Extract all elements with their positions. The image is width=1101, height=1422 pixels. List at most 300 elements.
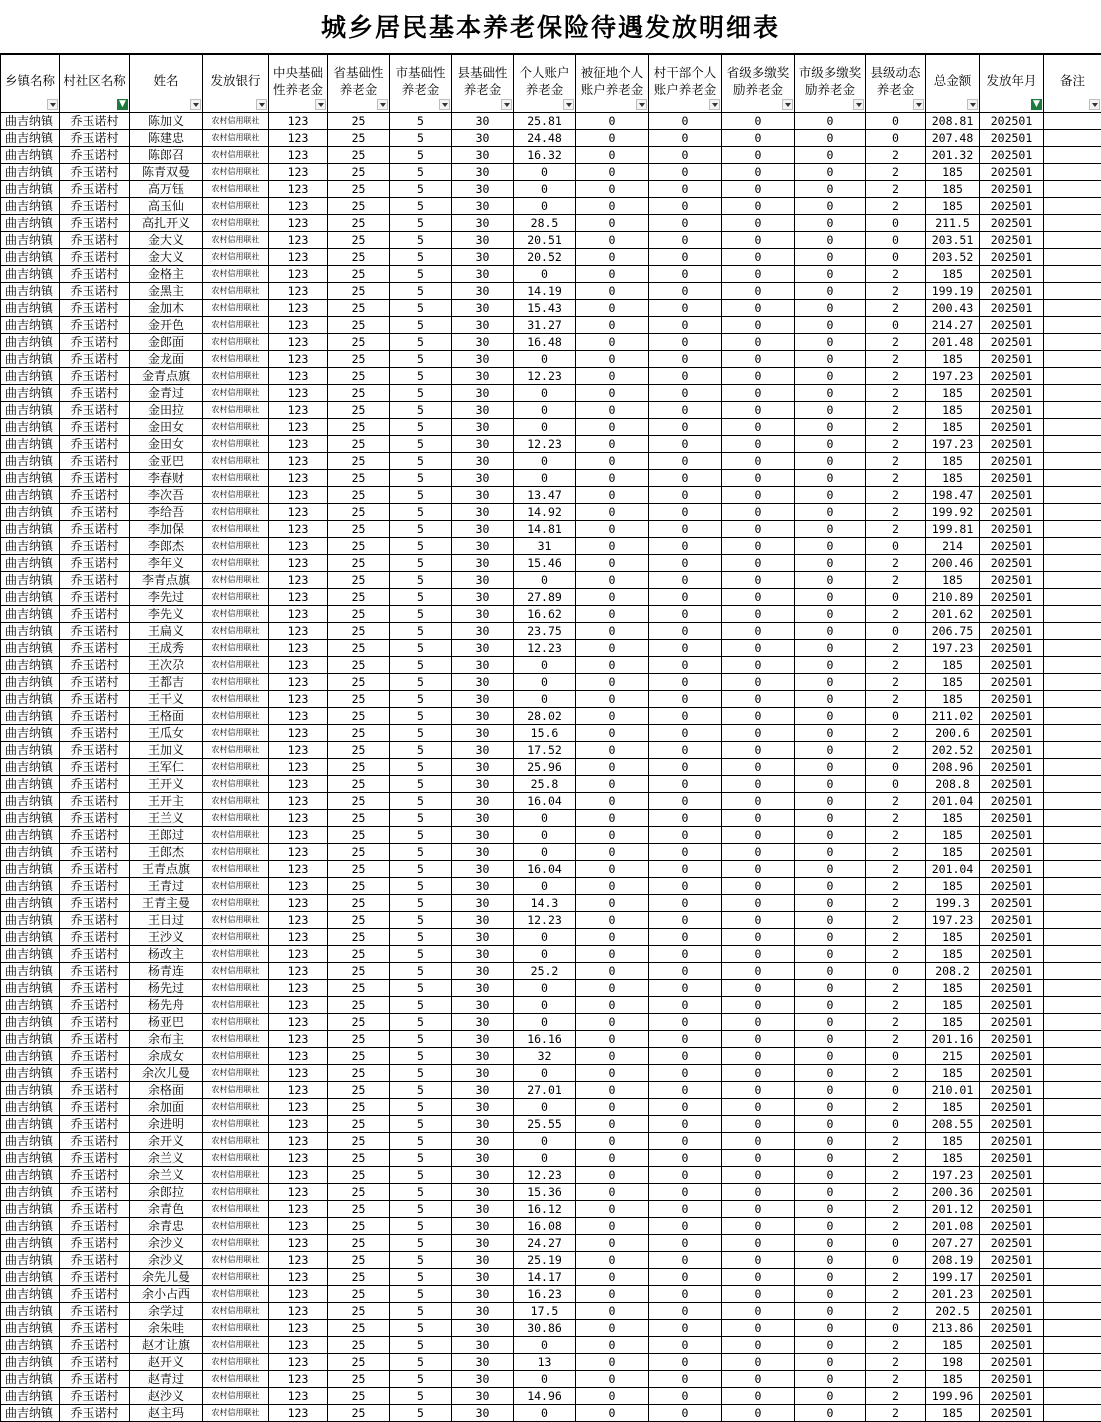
- cell-province[interactable]: 25: [328, 1320, 390, 1337]
- cell-total[interactable]: 215: [926, 1048, 980, 1065]
- cell-central[interactable]: 123: [269, 708, 328, 725]
- cell-countydyn[interactable]: 0: [866, 317, 926, 334]
- cell-county[interactable]: 30: [452, 997, 514, 1014]
- cell-town[interactable]: 曲吉纳镇: [1, 504, 60, 521]
- cell-landlost[interactable]: 0: [576, 147, 649, 164]
- cell-town[interactable]: 曲吉纳镇: [1, 1252, 60, 1269]
- cell-city[interactable]: 5: [390, 504, 452, 521]
- cell-remark[interactable]: [1044, 895, 1101, 912]
- cell-bank[interactable]: 农村信用联社: [203, 1371, 269, 1388]
- cell-village[interactable]: 乔玉诺村: [60, 266, 130, 283]
- cell-central[interactable]: 123: [269, 1337, 328, 1354]
- cell-total[interactable]: 201.04: [926, 793, 980, 810]
- cell-month[interactable]: 202501: [980, 215, 1044, 232]
- cell-county[interactable]: 30: [452, 419, 514, 436]
- cell-town[interactable]: 曲吉纳镇: [1, 980, 60, 997]
- cell-personal[interactable]: 0: [514, 878, 576, 895]
- cell-citybonus[interactable]: 0: [795, 1201, 866, 1218]
- cell-name[interactable]: 余朱哇: [130, 1320, 203, 1337]
- cell-landlost[interactable]: 0: [576, 402, 649, 419]
- cell-month[interactable]: 202501: [980, 147, 1044, 164]
- cell-village[interactable]: 乔玉诺村: [60, 1150, 130, 1167]
- cell-remark[interactable]: [1044, 538, 1101, 555]
- cell-month[interactable]: 202501: [980, 929, 1044, 946]
- cell-city[interactable]: 5: [390, 691, 452, 708]
- cell-remark[interactable]: [1044, 1133, 1101, 1150]
- cell-cadre[interactable]: 0: [649, 1116, 722, 1133]
- cell-month[interactable]: 202501: [980, 1031, 1044, 1048]
- cell-countydyn[interactable]: 0: [866, 589, 926, 606]
- cell-town[interactable]: 曲吉纳镇: [1, 1184, 60, 1201]
- cell-remark[interactable]: [1044, 198, 1101, 215]
- cell-county[interactable]: 30: [452, 1133, 514, 1150]
- cell-county[interactable]: 30: [452, 776, 514, 793]
- cell-citybonus[interactable]: 0: [795, 1082, 866, 1099]
- cell-cadre[interactable]: 0: [649, 181, 722, 198]
- cell-landlost[interactable]: 0: [576, 283, 649, 300]
- cell-month[interactable]: 202501: [980, 436, 1044, 453]
- cell-province[interactable]: 25: [328, 997, 390, 1014]
- cell-landlost[interactable]: 0: [576, 1320, 649, 1337]
- cell-town[interactable]: 曲吉纳镇: [1, 1133, 60, 1150]
- cell-cadre[interactable]: 0: [649, 1201, 722, 1218]
- cell-city[interactable]: 5: [390, 827, 452, 844]
- cell-bank[interactable]: 农村信用联社: [203, 1099, 269, 1116]
- cell-cadre[interactable]: 0: [649, 963, 722, 980]
- cell-county[interactable]: 30: [452, 1014, 514, 1031]
- cell-name[interactable]: 王都吉: [130, 674, 203, 691]
- cell-village[interactable]: 乔玉诺村: [60, 844, 130, 861]
- cell-cadre[interactable]: 0: [649, 436, 722, 453]
- cell-village[interactable]: 乔玉诺村: [60, 708, 130, 725]
- cell-provbonus[interactable]: 0: [722, 844, 795, 861]
- filter-dropdown-icon[interactable]: [1089, 99, 1100, 110]
- cell-city[interactable]: 5: [390, 1150, 452, 1167]
- cell-name[interactable]: 王日过: [130, 912, 203, 929]
- cell-name[interactable]: 金田拉: [130, 402, 203, 419]
- cell-remark[interactable]: [1044, 1354, 1101, 1371]
- cell-total[interactable]: 185: [926, 1014, 980, 1031]
- cell-countydyn[interactable]: 2: [866, 1269, 926, 1286]
- cell-county[interactable]: 30: [452, 334, 514, 351]
- cell-city[interactable]: 5: [390, 1388, 452, 1405]
- cell-provbonus[interactable]: 0: [722, 419, 795, 436]
- cell-personal[interactable]: 0: [514, 674, 576, 691]
- cell-town[interactable]: 曲吉纳镇: [1, 895, 60, 912]
- cell-personal[interactable]: 12.23: [514, 912, 576, 929]
- cell-personal[interactable]: 0: [514, 351, 576, 368]
- cell-central[interactable]: 123: [269, 1201, 328, 1218]
- cell-town[interactable]: 曲吉纳镇: [1, 674, 60, 691]
- cell-province[interactable]: 25: [328, 589, 390, 606]
- cell-month[interactable]: 202501: [980, 351, 1044, 368]
- cell-landlost[interactable]: 0: [576, 198, 649, 215]
- cell-month[interactable]: 202501: [980, 283, 1044, 300]
- cell-city[interactable]: 5: [390, 130, 452, 147]
- cell-cadre[interactable]: 0: [649, 1303, 722, 1320]
- cell-cadre[interactable]: 0: [649, 147, 722, 164]
- cell-bank[interactable]: 农村信用联社: [203, 504, 269, 521]
- cell-provbonus[interactable]: 0: [722, 861, 795, 878]
- cell-county[interactable]: 30: [452, 1031, 514, 1048]
- cell-name[interactable]: 金大义: [130, 232, 203, 249]
- cell-cadre[interactable]: 0: [649, 1167, 722, 1184]
- cell-village[interactable]: 乔玉诺村: [60, 776, 130, 793]
- cell-village[interactable]: 乔玉诺村: [60, 1235, 130, 1252]
- cell-city[interactable]: 5: [390, 317, 452, 334]
- cell-bank[interactable]: 农村信用联社: [203, 521, 269, 538]
- cell-central[interactable]: 123: [269, 147, 328, 164]
- cell-total[interactable]: 185: [926, 572, 980, 589]
- cell-name[interactable]: 王成秀: [130, 640, 203, 657]
- cell-cadre[interactable]: 0: [649, 1048, 722, 1065]
- cell-month[interactable]: 202501: [980, 249, 1044, 266]
- cell-landlost[interactable]: 0: [576, 1184, 649, 1201]
- cell-central[interactable]: 123: [269, 419, 328, 436]
- cell-personal[interactable]: 0: [514, 657, 576, 674]
- cell-bank[interactable]: 农村信用联社: [203, 351, 269, 368]
- cell-name[interactable]: 余成女: [130, 1048, 203, 1065]
- cell-name[interactable]: 王加义: [130, 742, 203, 759]
- cell-province[interactable]: 25: [328, 1201, 390, 1218]
- cell-province[interactable]: 25: [328, 1184, 390, 1201]
- cell-town[interactable]: 曲吉纳镇: [1, 317, 60, 334]
- cell-bank[interactable]: 农村信用联社: [203, 1201, 269, 1218]
- cell-name[interactable]: 余青忠: [130, 1218, 203, 1235]
- cell-personal[interactable]: 27.01: [514, 1082, 576, 1099]
- cell-total[interactable]: 185: [926, 351, 980, 368]
- cell-remark[interactable]: [1044, 708, 1101, 725]
- cell-town[interactable]: 曲吉纳镇: [1, 402, 60, 419]
- cell-cadre[interactable]: 0: [649, 572, 722, 589]
- filter-active-icon[interactable]: ▼: [1031, 99, 1042, 110]
- cell-remark[interactable]: [1044, 164, 1101, 181]
- cell-city[interactable]: 5: [390, 708, 452, 725]
- cell-county[interactable]: 30: [452, 555, 514, 572]
- cell-central[interactable]: 123: [269, 946, 328, 963]
- cell-month[interactable]: 202501: [980, 623, 1044, 640]
- cell-remark[interactable]: [1044, 1014, 1101, 1031]
- cell-total[interactable]: 203.51: [926, 232, 980, 249]
- cell-bank[interactable]: 农村信用联社: [203, 419, 269, 436]
- cell-month[interactable]: 202501: [980, 487, 1044, 504]
- cell-county[interactable]: 30: [452, 1252, 514, 1269]
- cell-name[interactable]: 余兰义: [130, 1167, 203, 1184]
- cell-bank[interactable]: 农村信用联社: [203, 708, 269, 725]
- cell-county[interactable]: 30: [452, 232, 514, 249]
- cell-total[interactable]: 185: [926, 181, 980, 198]
- cell-countydyn[interactable]: 2: [866, 1371, 926, 1388]
- cell-landlost[interactable]: 0: [576, 1371, 649, 1388]
- cell-cadre[interactable]: 0: [649, 283, 722, 300]
- cell-total[interactable]: 211.02: [926, 708, 980, 725]
- cell-name[interactable]: 金青过: [130, 385, 203, 402]
- cell-name[interactable]: 余青色: [130, 1201, 203, 1218]
- cell-personal[interactable]: 0: [514, 572, 576, 589]
- cell-province[interactable]: 25: [328, 113, 390, 130]
- cell-village[interactable]: 乔玉诺村: [60, 130, 130, 147]
- cell-personal[interactable]: 0: [514, 1014, 576, 1031]
- cell-month[interactable]: 202501: [980, 725, 1044, 742]
- cell-personal[interactable]: 30.86: [514, 1320, 576, 1337]
- cell-county[interactable]: 30: [452, 368, 514, 385]
- cell-provbonus[interactable]: 0: [722, 623, 795, 640]
- cell-village[interactable]: 乔玉诺村: [60, 1388, 130, 1405]
- cell-countydyn[interactable]: 2: [866, 793, 926, 810]
- cell-county[interactable]: 30: [452, 1286, 514, 1303]
- cell-countydyn[interactable]: 2: [866, 742, 926, 759]
- cell-landlost[interactable]: 0: [576, 929, 649, 946]
- cell-personal[interactable]: 14.81: [514, 521, 576, 538]
- cell-provbonus[interactable]: 0: [722, 827, 795, 844]
- cell-month[interactable]: 202501: [980, 912, 1044, 929]
- cell-remark[interactable]: [1044, 810, 1101, 827]
- cell-name[interactable]: 余学过: [130, 1303, 203, 1320]
- cell-total[interactable]: 185: [926, 657, 980, 674]
- cell-countydyn[interactable]: 2: [866, 946, 926, 963]
- cell-landlost[interactable]: 0: [576, 623, 649, 640]
- cell-town[interactable]: 曲吉纳镇: [1, 946, 60, 963]
- cell-month[interactable]: 202501: [980, 1218, 1044, 1235]
- cell-central[interactable]: 123: [269, 606, 328, 623]
- cell-county[interactable]: 30: [452, 1388, 514, 1405]
- cell-remark[interactable]: [1044, 453, 1101, 470]
- cell-province[interactable]: 25: [328, 980, 390, 997]
- cell-county[interactable]: 30: [452, 1218, 514, 1235]
- cell-citybonus[interactable]: 0: [795, 436, 866, 453]
- cell-personal[interactable]: 0: [514, 980, 576, 997]
- filter-dropdown-icon[interactable]: [853, 99, 864, 110]
- cell-county[interactable]: 30: [452, 283, 514, 300]
- cell-remark[interactable]: [1044, 827, 1101, 844]
- cell-personal[interactable]: 14.17: [514, 1269, 576, 1286]
- cell-province[interactable]: 25: [328, 419, 390, 436]
- cell-landlost[interactable]: 0: [576, 1133, 649, 1150]
- cell-central[interactable]: 123: [269, 215, 328, 232]
- cell-remark[interactable]: [1044, 521, 1101, 538]
- cell-landlost[interactable]: 0: [576, 317, 649, 334]
- cell-town[interactable]: 曲吉纳镇: [1, 623, 60, 640]
- cell-town[interactable]: 曲吉纳镇: [1, 691, 60, 708]
- cell-province[interactable]: 25: [328, 232, 390, 249]
- cell-city[interactable]: 5: [390, 657, 452, 674]
- cell-bank[interactable]: 农村信用联社: [203, 1337, 269, 1354]
- cell-village[interactable]: 乔玉诺村: [60, 419, 130, 436]
- cell-bank[interactable]: 农村信用联社: [203, 487, 269, 504]
- cell-county[interactable]: 30: [452, 453, 514, 470]
- cell-citybonus[interactable]: 0: [795, 130, 866, 147]
- cell-city[interactable]: 5: [390, 1286, 452, 1303]
- cell-bank[interactable]: 农村信用联社: [203, 470, 269, 487]
- cell-landlost[interactable]: 0: [576, 912, 649, 929]
- cell-month[interactable]: 202501: [980, 504, 1044, 521]
- cell-month[interactable]: 202501: [980, 1337, 1044, 1354]
- cell-city[interactable]: 5: [390, 215, 452, 232]
- cell-provbonus[interactable]: 0: [722, 198, 795, 215]
- cell-name[interactable]: 余开义: [130, 1133, 203, 1150]
- cell-central[interactable]: 123: [269, 1014, 328, 1031]
- cell-countydyn[interactable]: 2: [866, 861, 926, 878]
- cell-month[interactable]: 202501: [980, 589, 1044, 606]
- cell-citybonus[interactable]: 0: [795, 589, 866, 606]
- cell-county[interactable]: 30: [452, 164, 514, 181]
- cell-remark[interactable]: [1044, 1150, 1101, 1167]
- cell-central[interactable]: 123: [269, 1218, 328, 1235]
- cell-province[interactable]: 25: [328, 776, 390, 793]
- cell-total[interactable]: 206.75: [926, 623, 980, 640]
- cell-name[interactable]: 余次儿曼: [130, 1065, 203, 1082]
- cell-month[interactable]: 202501: [980, 419, 1044, 436]
- cell-total[interactable]: 185: [926, 419, 980, 436]
- cell-provbonus[interactable]: 0: [722, 1218, 795, 1235]
- cell-city[interactable]: 5: [390, 929, 452, 946]
- cell-bank[interactable]: 农村信用联社: [203, 147, 269, 164]
- cell-name[interactable]: 余兰义: [130, 1150, 203, 1167]
- filter-dropdown-icon[interactable]: [709, 99, 720, 110]
- cell-village[interactable]: 乔玉诺村: [60, 963, 130, 980]
- cell-citybonus[interactable]: 0: [795, 1099, 866, 1116]
- cell-central[interactable]: 123: [269, 504, 328, 521]
- cell-provbonus[interactable]: 0: [722, 504, 795, 521]
- cell-central[interactable]: 123: [269, 674, 328, 691]
- cell-bank[interactable]: 农村信用联社: [203, 946, 269, 963]
- cell-city[interactable]: 5: [390, 283, 452, 300]
- cell-total[interactable]: 199.17: [926, 1269, 980, 1286]
- cell-town[interactable]: 曲吉纳镇: [1, 555, 60, 572]
- cell-total[interactable]: 210.89: [926, 589, 980, 606]
- cell-village[interactable]: 乔玉诺村: [60, 317, 130, 334]
- cell-countydyn[interactable]: 2: [866, 1065, 926, 1082]
- cell-central[interactable]: 123: [269, 1184, 328, 1201]
- cell-cadre[interactable]: 0: [649, 980, 722, 997]
- cell-province[interactable]: 25: [328, 963, 390, 980]
- cell-total[interactable]: 199.3: [926, 895, 980, 912]
- cell-total[interactable]: 201.08: [926, 1218, 980, 1235]
- cell-bank[interactable]: 农村信用联社: [203, 1116, 269, 1133]
- cell-countydyn[interactable]: 0: [866, 1235, 926, 1252]
- cell-cadre[interactable]: 0: [649, 453, 722, 470]
- cell-province[interactable]: 25: [328, 215, 390, 232]
- cell-remark[interactable]: [1044, 470, 1101, 487]
- cell-city[interactable]: 5: [390, 1082, 452, 1099]
- cell-citybonus[interactable]: 0: [795, 300, 866, 317]
- cell-total[interactable]: 197.23: [926, 1167, 980, 1184]
- cell-personal[interactable]: 14.92: [514, 504, 576, 521]
- cell-remark[interactable]: [1044, 912, 1101, 929]
- cell-city[interactable]: 5: [390, 742, 452, 759]
- cell-city[interactable]: 5: [390, 1133, 452, 1150]
- cell-month[interactable]: 202501: [980, 844, 1044, 861]
- cell-cadre[interactable]: 0: [649, 912, 722, 929]
- cell-name[interactable]: 王郎过: [130, 827, 203, 844]
- cell-central[interactable]: 123: [269, 555, 328, 572]
- cell-total[interactable]: 202.52: [926, 742, 980, 759]
- cell-remark[interactable]: [1044, 572, 1101, 589]
- cell-countydyn[interactable]: 2: [866, 1303, 926, 1320]
- cell-central[interactable]: 123: [269, 640, 328, 657]
- cell-city[interactable]: 5: [390, 232, 452, 249]
- cell-remark[interactable]: [1044, 487, 1101, 504]
- cell-village[interactable]: 乔玉诺村: [60, 215, 130, 232]
- cell-bank[interactable]: 农村信用联社: [203, 844, 269, 861]
- cell-provbonus[interactable]: 0: [722, 436, 795, 453]
- cell-personal[interactable]: 24.27: [514, 1235, 576, 1252]
- cell-total[interactable]: 201.48: [926, 334, 980, 351]
- cell-name[interactable]: 余沙义: [130, 1235, 203, 1252]
- cell-cadre[interactable]: 0: [649, 691, 722, 708]
- cell-personal[interactable]: 0: [514, 1337, 576, 1354]
- cell-town[interactable]: 曲吉纳镇: [1, 759, 60, 776]
- cell-name[interactable]: 王扁义: [130, 623, 203, 640]
- cell-town[interactable]: 曲吉纳镇: [1, 130, 60, 147]
- cell-bank[interactable]: 农村信用联社: [203, 1031, 269, 1048]
- cell-province[interactable]: 25: [328, 895, 390, 912]
- cell-provbonus[interactable]: 0: [722, 538, 795, 555]
- cell-month[interactable]: 202501: [980, 657, 1044, 674]
- cell-total[interactable]: 197.23: [926, 368, 980, 385]
- cell-cadre[interactable]: 0: [649, 368, 722, 385]
- filter-dropdown-icon[interactable]: [377, 99, 388, 110]
- cell-central[interactable]: 123: [269, 623, 328, 640]
- cell-county[interactable]: 30: [452, 623, 514, 640]
- cell-bank[interactable]: 农村信用联社: [203, 266, 269, 283]
- cell-landlost[interactable]: 0: [576, 674, 649, 691]
- cell-province[interactable]: 25: [328, 861, 390, 878]
- cell-month[interactable]: 202501: [980, 1303, 1044, 1320]
- cell-provbonus[interactable]: 0: [722, 521, 795, 538]
- cell-name[interactable]: 金田女: [130, 436, 203, 453]
- cell-remark[interactable]: [1044, 300, 1101, 317]
- cell-province[interactable]: 25: [328, 929, 390, 946]
- cell-bank[interactable]: 农村信用联社: [203, 198, 269, 215]
- cell-month[interactable]: 202501: [980, 1354, 1044, 1371]
- cell-city[interactable]: 5: [390, 1337, 452, 1354]
- cell-total[interactable]: 185: [926, 385, 980, 402]
- cell-month[interactable]: 202501: [980, 776, 1044, 793]
- cell-personal[interactable]: 16.08: [514, 1218, 576, 1235]
- cell-personal[interactable]: 12.23: [514, 368, 576, 385]
- cell-town[interactable]: 曲吉纳镇: [1, 385, 60, 402]
- cell-landlost[interactable]: 0: [576, 895, 649, 912]
- cell-total[interactable]: 213.86: [926, 1320, 980, 1337]
- cell-provbonus[interactable]: 0: [722, 317, 795, 334]
- cell-village[interactable]: 乔玉诺村: [60, 623, 130, 640]
- cell-remark[interactable]: [1044, 1099, 1101, 1116]
- cell-bank[interactable]: 农村信用联社: [203, 810, 269, 827]
- cell-total[interactable]: 185: [926, 1065, 980, 1082]
- cell-total[interactable]: 201.62: [926, 606, 980, 623]
- cell-personal[interactable]: 24.48: [514, 130, 576, 147]
- cell-town[interactable]: 曲吉纳镇: [1, 1371, 60, 1388]
- cell-month[interactable]: 202501: [980, 1184, 1044, 1201]
- cell-city[interactable]: 5: [390, 113, 452, 130]
- cell-bank[interactable]: 农村信用联社: [203, 215, 269, 232]
- cell-total[interactable]: 185: [926, 1133, 980, 1150]
- cell-countydyn[interactable]: 2: [866, 283, 926, 300]
- cell-central[interactable]: 123: [269, 1354, 328, 1371]
- cell-county[interactable]: 30: [452, 1082, 514, 1099]
- cell-central[interactable]: 123: [269, 368, 328, 385]
- cell-countydyn[interactable]: 0: [866, 1082, 926, 1099]
- cell-remark[interactable]: [1044, 385, 1101, 402]
- cell-town[interactable]: 曲吉纳镇: [1, 164, 60, 181]
- cell-total[interactable]: 197.23: [926, 640, 980, 657]
- cell-province[interactable]: 25: [328, 300, 390, 317]
- cell-provbonus[interactable]: 0: [722, 1405, 795, 1422]
- cell-bank[interactable]: 农村信用联社: [203, 589, 269, 606]
- cell-county[interactable]: 30: [452, 521, 514, 538]
- cell-citybonus[interactable]: 0: [795, 997, 866, 1014]
